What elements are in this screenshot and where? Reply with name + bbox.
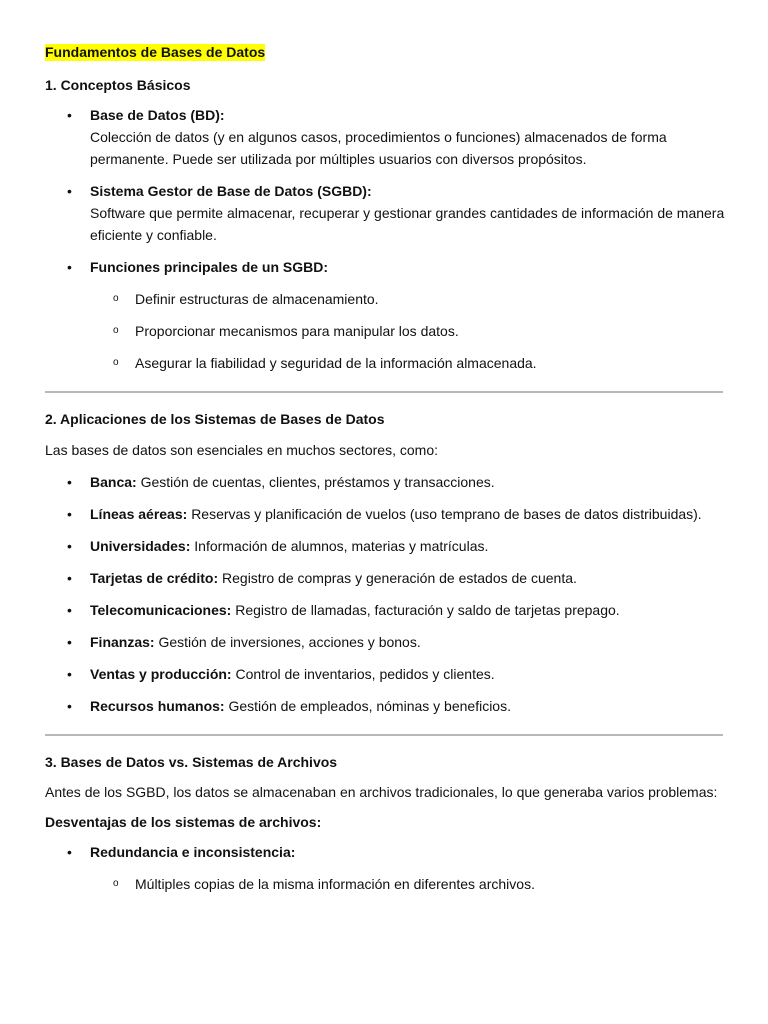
bullet-icon: •: [67, 844, 72, 860]
term: Finanzas:: [90, 634, 155, 650]
list-item: [45, 256, 725, 278]
bullet-icon: •: [67, 107, 72, 123]
sub-item-text: Definir estructuras de almacenamiento.: [135, 291, 379, 307]
sub-list-item: [45, 288, 725, 310]
bullet-icon: •: [67, 602, 72, 618]
sub-list-item: [45, 320, 725, 342]
section1-sublist: [45, 288, 725, 374]
section2-heading: 2. Aplicaciones de los Sistemas de Bases de Datos: [45, 411, 385, 427]
term: Redundancia e inconsistencia:: [90, 844, 296, 860]
definition: Información de alumnos, materias y matrículas.: [194, 538, 489, 554]
term: Líneas aéreas:: [90, 506, 188, 522]
sub-list-item: [45, 873, 725, 895]
term: Banca:: [90, 474, 137, 490]
list-item: [45, 104, 725, 170]
divider: [45, 391, 723, 393]
bullet-icon: •: [67, 634, 72, 650]
bullet-icon: •: [67, 666, 72, 682]
section1-list: [45, 104, 725, 278]
definition: Colección de datos (y en algunos casos, procedimientos o funciones) almacenados de forma permanente. Puede ser utilizada por múltiples usuarios con diversos propósitos.: [90, 129, 667, 167]
term: Funciones principales de un SGBD:: [90, 259, 329, 275]
bullet-icon: •: [67, 474, 72, 490]
section2-intro: Las bases de datos son esenciales en muchos sectores, como:: [45, 442, 438, 458]
term: Sistema Gestor de Base de Datos (SGBD):: [90, 183, 372, 199]
term: Tarjetas de crédito:: [90, 570, 219, 586]
definition: Registro de llamadas, facturación y saldo de tarjetas prepago.: [235, 602, 620, 618]
sub-bullet-icon: o: [113, 325, 119, 336]
term: Telecomunicaciones:: [90, 602, 232, 618]
bullet-icon: •: [67, 570, 72, 586]
term: Universidades:: [90, 538, 191, 554]
term: Base de Datos (BD):: [90, 107, 225, 123]
sub-item-text: Múltiples copias de la misma información en diferentes archivos.: [135, 876, 535, 892]
definition: Gestión de empleados, nóminas y beneficios.: [228, 698, 511, 714]
list-item: [45, 567, 725, 589]
list-item: [45, 841, 725, 863]
section3-list: [45, 841, 725, 863]
definition: Gestión de cuentas, clientes, préstamos y transacciones.: [140, 474, 495, 490]
definition: Software que permite almacenar, recuperar y gestionar grandes cantidades de información de manera eficiente y confiable.: [90, 205, 725, 243]
section2-list: [45, 471, 725, 717]
section3-subheading: Desventajas de los sistemas de archivos:: [45, 814, 322, 830]
bullet-icon: •: [67, 259, 72, 275]
definition: Reservas y planificación de vuelos (uso temprano de bases de datos distribuidas).: [191, 506, 702, 522]
section3-intro: Antes de los SGBD, los datos se almacenaban en archivos tradicionales, lo que generaba varios problemas:: [45, 784, 718, 800]
divider: [45, 734, 723, 736]
term: Ventas y producción:: [90, 666, 232, 682]
list-item: [45, 663, 725, 685]
list-item: [45, 535, 725, 557]
list-item: [45, 695, 725, 717]
definition: Control de inventarios, pedidos y clientes.: [235, 666, 495, 682]
section1-heading: 1. Conceptos Básicos: [45, 77, 191, 93]
sub-list-item: [45, 352, 725, 374]
bullet-icon: •: [67, 538, 72, 554]
bullet-icon: •: [67, 183, 72, 199]
document-page: [45, 44, 725, 895]
sub-bullet-icon: o: [113, 293, 119, 304]
definition: Registro de compras y generación de estados de cuenta.: [222, 570, 577, 586]
term: Recursos humanos:: [90, 698, 225, 714]
list-item: [45, 471, 725, 493]
list-item: [45, 503, 725, 525]
list-item: [45, 599, 725, 621]
definition: Gestión de inversiones, acciones y bonos.: [158, 634, 421, 650]
sub-item-text: Asegurar la fiabilidad y seguridad de la información almacenada.: [135, 355, 537, 371]
document-title: Fundamentos de Bases de Datos: [45, 44, 266, 60]
sub-bullet-icon: o: [113, 357, 119, 368]
title-row: [45, 44, 725, 68]
sub-item-text: Proporcionar mecanismos para manipular los datos.: [135, 323, 459, 339]
section3-heading: 3. Bases de Datos vs. Sistemas de Archivos: [45, 754, 338, 770]
section3-sublist: [45, 873, 725, 895]
bullet-icon: •: [67, 506, 72, 522]
bullet-icon: •: [67, 698, 72, 714]
list-item: [45, 180, 725, 246]
sub-bullet-icon: o: [113, 878, 119, 889]
list-item: [45, 631, 725, 653]
